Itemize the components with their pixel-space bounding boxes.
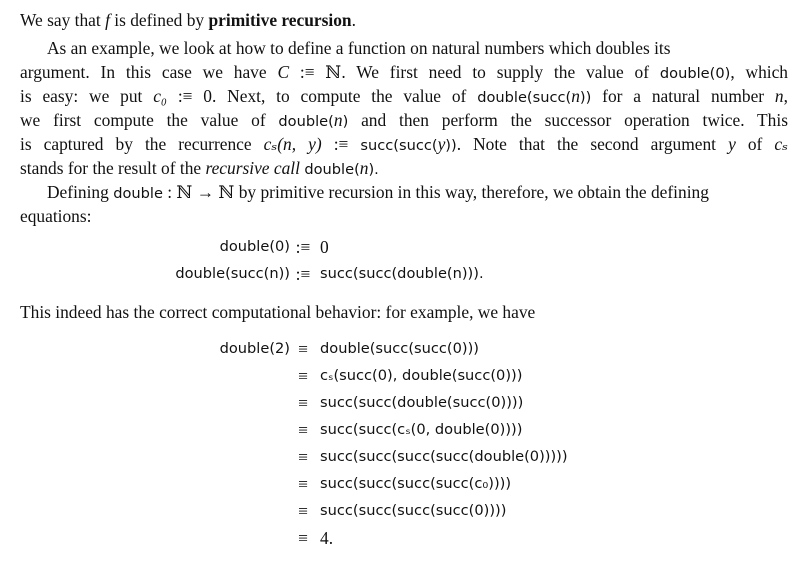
math-zero: 0 xyxy=(203,86,212,106)
chain-step: double(succ(succ(0))) xyxy=(320,340,479,357)
math-n: n xyxy=(774,86,784,106)
para2-line4 xyxy=(20,110,788,132)
chain-step: succ(succ(double(succ(0)))) xyxy=(320,394,524,411)
math-c0: c₀ xyxy=(153,86,167,106)
math-n: n xyxy=(571,86,580,106)
text: This indeed has the correct computational behavior: for example, we have xyxy=(20,302,536,322)
para4-line xyxy=(20,302,535,322)
math-signature: : ℕ → ℕ xyxy=(167,182,235,202)
para3-line1 xyxy=(47,182,709,204)
para2-line3 xyxy=(20,86,788,108)
text: is easy: we put xyxy=(20,86,143,106)
equiv-symbol: ≡ xyxy=(298,366,308,386)
chain-step: 4. xyxy=(320,528,334,548)
text: Defining xyxy=(47,182,109,202)
chain-lhs: double(2) xyxy=(219,340,290,357)
math-paren: )) xyxy=(579,89,592,106)
equation-lhs: double(0) xyxy=(219,238,290,255)
math-double: double(0) xyxy=(659,65,731,82)
math-y: y xyxy=(437,134,446,154)
equiv-symbol: ≡ xyxy=(298,447,308,467)
para3-line2 xyxy=(20,206,91,226)
text: . Next, to compute the value of xyxy=(212,86,467,106)
equiv-symbol: ≡ xyxy=(298,339,308,359)
text: stands for the result of the xyxy=(20,158,202,178)
text: , which xyxy=(730,62,789,82)
defeq-symbol: :≡ xyxy=(299,62,315,82)
equation-lhs: double(succ(n)) xyxy=(175,265,290,282)
text: and then perform the successor operation twice. This xyxy=(361,110,788,130)
math-double-succ: double(succ( xyxy=(477,89,572,106)
bold-term: primitive recursion xyxy=(208,10,352,30)
chain-step: succ(succ(succ(succ(0)))) xyxy=(320,502,507,519)
math-paren: )) xyxy=(445,137,457,154)
text: we first compute the value of xyxy=(20,110,266,130)
defeq-symbol: :≡ xyxy=(333,134,349,154)
math-n: n xyxy=(333,110,343,130)
para2-line6 xyxy=(20,158,379,180)
text: is captured by the recurrence xyxy=(20,134,252,154)
math-y: y xyxy=(728,134,736,154)
text: As an example, we look at how to define a function on natural numbers which doubles its xyxy=(47,38,671,58)
math-f: f xyxy=(105,10,110,30)
text: We say that xyxy=(20,10,101,30)
text: is defined by xyxy=(114,10,205,30)
chain-step: succ(succ(succ(succ(c₀)))) xyxy=(320,475,512,492)
emphasis-term: recursive call xyxy=(205,158,300,178)
equiv-symbol: ≡ xyxy=(298,528,308,548)
equiv-symbol: ≡ xyxy=(298,393,308,413)
equation-rhs: succ(succ(double(n))). xyxy=(320,265,484,282)
equiv-symbol: ≡ xyxy=(298,501,308,521)
chain-step: succ(succ(succ(succ(double(0))))) xyxy=(320,448,568,465)
math-double: double( xyxy=(304,161,360,178)
math-C: C xyxy=(277,62,290,82)
math-n: n xyxy=(359,158,369,178)
math-cs: cₛ xyxy=(774,134,788,154)
defeq-symbol: :≡ xyxy=(295,264,311,284)
para2-line1 xyxy=(47,38,671,58)
equiv-symbol: ≡ xyxy=(298,474,308,494)
text: equations: xyxy=(20,206,92,226)
para2-line5 xyxy=(20,134,788,156)
math-succ: succ(succ( xyxy=(360,137,438,154)
chain-step: succ(succ(cₛ(0, double(0)))) xyxy=(320,421,523,438)
equation-rhs: 0 xyxy=(320,237,329,257)
text: . xyxy=(351,10,356,30)
text: argument. In this case we have xyxy=(20,62,267,82)
defeq-symbol: :≡ xyxy=(177,86,193,106)
text: , xyxy=(783,86,788,106)
para2-line2 xyxy=(20,62,788,84)
math-double: double( xyxy=(278,113,334,130)
text: by primitive recursion in this way, therefore, we obtain the defining xyxy=(238,182,709,202)
math-paren: ). xyxy=(368,161,379,178)
text: for a natural number xyxy=(602,86,765,106)
equiv-symbol: ≡ xyxy=(298,420,308,440)
chain-step: cₛ(succ(0), double(succ(0))) xyxy=(320,367,523,384)
math-cs: cₛ(n, y) xyxy=(263,134,322,154)
text: of xyxy=(747,134,763,154)
defeq-symbol: :≡ xyxy=(295,237,311,257)
math-paren: ) xyxy=(342,113,349,130)
text: . We first need to supply the value of xyxy=(341,62,650,82)
math-double: double xyxy=(113,185,163,202)
naturals-symbol: ℕ xyxy=(325,62,342,82)
intro-line xyxy=(20,10,356,30)
text: . Note that the second argument xyxy=(456,134,717,154)
